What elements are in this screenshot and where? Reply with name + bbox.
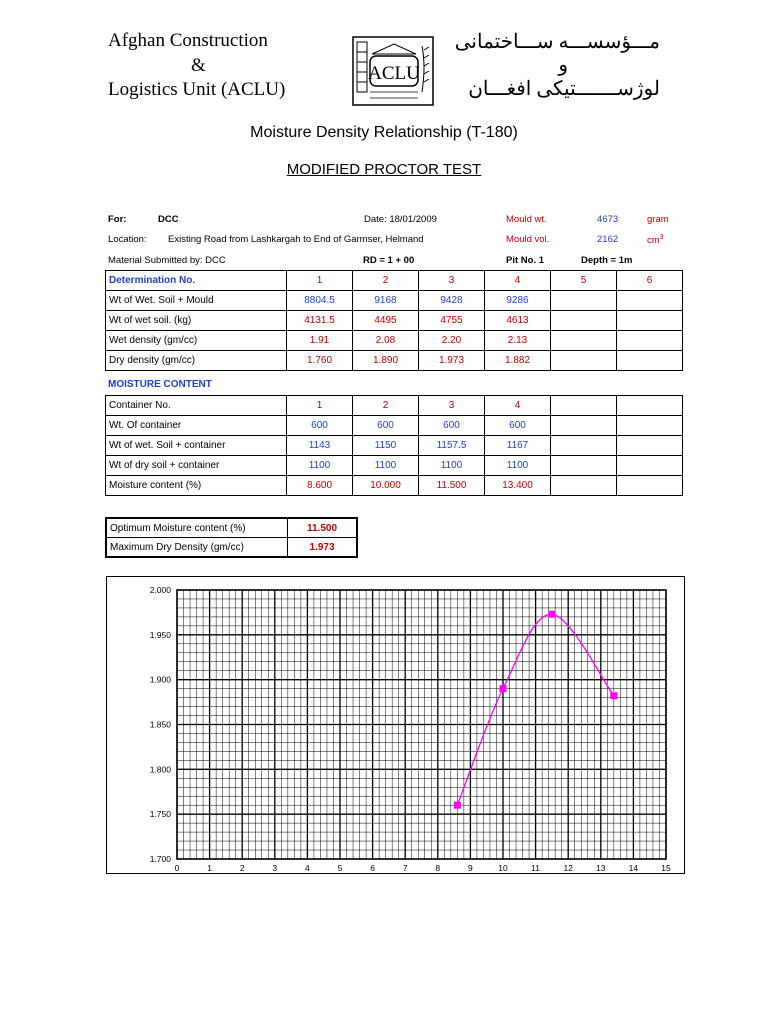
table-row <box>106 476 683 496</box>
table-cell: 1.890 <box>353 351 419 371</box>
table-cell: 1100 <box>287 456 353 476</box>
table-cell <box>617 311 683 331</box>
table-cell: 1100 <box>485 456 551 476</box>
header-cell: 5 <box>551 271 617 291</box>
table-cell <box>617 476 683 496</box>
x-tick-label: 12 <box>563 863 573 873</box>
table-cell: 1143 <box>287 436 353 456</box>
mould-wt-value: 4673 <box>597 214 619 225</box>
table-cell: 600 <box>287 416 353 436</box>
table-cell: 2.20 <box>419 331 485 351</box>
table-cell: 1.973 <box>419 351 485 371</box>
table-cell <box>551 311 617 331</box>
table-cell: 1.882 <box>485 351 551 371</box>
table-cell: 11.500 <box>419 476 485 496</box>
mould-wt-unit: gram <box>647 214 669 225</box>
depth: Depth = 1m <box>581 255 633 266</box>
table-cell: 2.08 <box>353 331 419 351</box>
x-tick-label: 14 <box>628 863 639 873</box>
table-cell <box>551 331 617 351</box>
table-cell <box>617 331 683 351</box>
row-label: Wet density (gm/cc) <box>106 331 287 351</box>
table-row <box>106 351 683 371</box>
table-cell: 1157.5 <box>419 436 485 456</box>
x-tick-label: 15 <box>661 863 671 873</box>
location-value: Existing Road from Lashkargah to End of Garmser, Helmand <box>168 234 424 245</box>
moisture-content-heading: MOISTURE CONTENT <box>108 379 212 390</box>
table-cell <box>617 291 683 311</box>
header-cell: 6 <box>617 271 683 291</box>
x-tick-label: 1 <box>207 863 212 873</box>
table-cell: 3 <box>419 396 485 416</box>
row-label: Wt of wet soil. (kg) <box>106 311 287 331</box>
date: Date: 18/01/2009 <box>364 214 437 225</box>
table-row <box>106 416 683 436</box>
table-cell: 9286 <box>485 291 551 311</box>
table-cell: 600 <box>419 416 485 436</box>
table-cell <box>551 456 617 476</box>
table-row <box>106 311 683 331</box>
table-row <box>106 436 683 456</box>
table-cell <box>551 416 617 436</box>
x-tick-label: 5 <box>337 863 343 873</box>
y-tick-label: 1.700 <box>149 854 171 864</box>
table-cell: 1150 <box>353 436 419 456</box>
data-point <box>500 685 507 692</box>
table-row <box>106 396 683 416</box>
table-cell: 9168 <box>353 291 419 311</box>
org-name-en-line3: Logistics Unit (ACLU) <box>108 79 286 100</box>
page-subtitle: MODIFIED PROCTOR TEST <box>286 161 482 178</box>
y-tick-label: 1.950 <box>149 629 171 640</box>
mdd-value: 1.973 <box>288 538 358 558</box>
table-cell <box>551 396 617 416</box>
table-cell: 1100 <box>419 456 485 476</box>
org-name-local-line3: لوژســـــــتیکی افغـــان <box>468 78 660 100</box>
y-tick-label: 1.850 <box>149 719 171 730</box>
pit-no: Pit No. 1 <box>506 255 545 266</box>
row-label: Container No. <box>106 396 287 416</box>
y-tick-label: 1.800 <box>149 764 171 775</box>
table-cell: 2 <box>353 396 419 416</box>
mdd-label: Maximum Dry Density (gm/cc) <box>106 538 288 558</box>
omc-value: 11.500 <box>288 518 358 538</box>
table-cell: 1167 <box>485 436 551 456</box>
x-tick-label: 6 <box>370 863 375 873</box>
table-cell <box>617 456 683 476</box>
table-cell: 13.400 <box>485 476 551 496</box>
mould-vol-value: 2162 <box>597 234 619 245</box>
table-cell <box>617 351 683 371</box>
rd-value: RD = 1 + 00 <box>363 255 415 266</box>
header-cell: 4 <box>485 271 551 291</box>
table-row <box>106 456 683 476</box>
mould-wt-label: Mould wt. <box>506 214 547 225</box>
table-cell: 8804.5 <box>287 291 353 311</box>
row-label: Dry density (gm/cc) <box>106 351 287 371</box>
table-cell <box>617 436 683 456</box>
table-cell: 4131.5 <box>287 311 353 331</box>
x-tick-label: 11 <box>531 863 541 873</box>
location-label: Location: <box>108 234 147 245</box>
table-row <box>106 331 683 351</box>
table-cell <box>551 476 617 496</box>
org-name-local-line2: و <box>558 54 568 76</box>
x-tick-label: 0 <box>174 863 180 873</box>
header-cell: Determination No. <box>106 271 287 291</box>
table-cell: 4755 <box>419 311 485 331</box>
data-point <box>610 692 617 699</box>
table-cell <box>617 396 683 416</box>
for-label: For: <box>108 214 127 225</box>
table-cell <box>617 416 683 436</box>
org-name-en-line1: Afghan Construction <box>108 30 268 51</box>
data-point <box>454 802 461 809</box>
row-label: Wt of wet. Soil + container <box>106 436 287 456</box>
material-submitted: Material Submitted by: DCC <box>108 255 226 266</box>
density-table <box>105 270 683 371</box>
header-cell: 3 <box>419 271 485 291</box>
table-cell: 4495 <box>353 311 419 331</box>
table-cell: 4 <box>485 396 551 416</box>
x-tick-label: 7 <box>402 863 408 873</box>
table-cell: 1.91 <box>287 331 353 351</box>
for-value: DCC <box>158 214 179 225</box>
omc-label: Optimum Moisture content (%) <box>106 518 288 538</box>
table-cell <box>551 436 617 456</box>
table-cell: 9428 <box>419 291 485 311</box>
table-row <box>106 291 683 311</box>
row-label: Wt of Wet. Soil + Mould <box>106 291 287 311</box>
data-point <box>548 611 555 618</box>
y-tick-label: 1.900 <box>149 674 171 685</box>
table-cell: 600 <box>353 416 419 436</box>
x-tick-label: 2 <box>239 863 245 873</box>
logo-text: ACLU <box>368 63 420 84</box>
header-cell: 2 <box>353 271 419 291</box>
x-tick-label: 10 <box>498 863 508 873</box>
table-row <box>106 538 357 558</box>
table-cell <box>551 291 617 311</box>
org-name-en-line2: & <box>191 55 206 76</box>
x-tick-label: 8 <box>435 863 441 873</box>
row-label: Wt of dry soil + container <box>106 456 287 476</box>
moisture-table <box>105 395 683 496</box>
mould-vol-label: Mould vol. <box>506 234 550 245</box>
compaction-chart <box>106 576 685 874</box>
row-label: Moisture content (%) <box>106 476 287 496</box>
page-title: Moisture Density Relationship (T-180) <box>250 124 518 141</box>
table-cell: 8.600 <box>287 476 353 496</box>
row-label: Wt. Of container <box>106 416 287 436</box>
table-cell: 1 <box>287 396 353 416</box>
table-cell: 1.760 <box>287 351 353 371</box>
header-cell: 1 <box>287 271 353 291</box>
density-table-header <box>106 271 683 291</box>
table-row <box>106 518 357 538</box>
table-cell: 4613 <box>485 311 551 331</box>
summary-table <box>105 517 358 558</box>
table-cell: 10.000 <box>353 476 419 496</box>
x-tick-label: 9 <box>468 863 473 873</box>
org-name-local-line1: مـــؤسســـه ســـاختمانی <box>454 31 660 53</box>
table-cell: 2.13 <box>485 331 551 351</box>
y-tick-label: 1.750 <box>149 809 171 820</box>
table-cell: 1100 <box>353 456 419 476</box>
y-tick-label: 2.000 <box>149 585 171 595</box>
table-cell: 600 <box>485 416 551 436</box>
x-tick-label: 3 <box>272 863 278 873</box>
x-tick-label: 4 <box>305 863 310 873</box>
mould-vol-unit: $cm^3$ <box>647 234 664 247</box>
compaction-chart-svg <box>107 577 684 873</box>
x-tick-label: 13 <box>596 863 606 873</box>
table-cell <box>551 351 617 371</box>
